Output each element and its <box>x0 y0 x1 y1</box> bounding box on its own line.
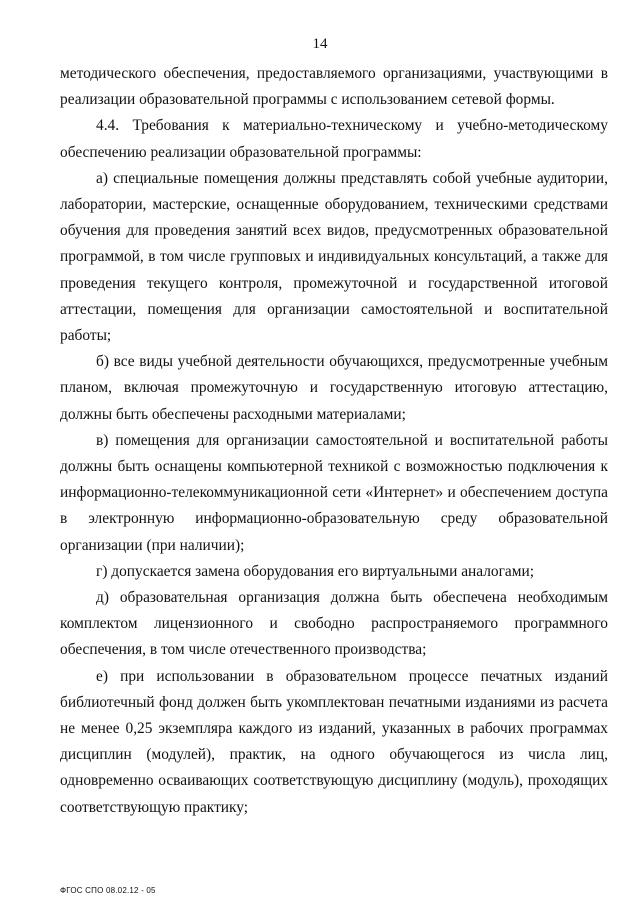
paragraph-item-g: г) допускается замена оборудования его виртуальными аналогами; <box>96 562 534 580</box>
paragraph-item-a: а) специальные помещения должны представлять собой учебные аудитории, лаборатории, мастерские, оснащенные оборудованием, техническими средствами обучения для проведения занятий всех видов, предусмотренных образовательной программой, в том числе групповых и индивидуальных консультаций, а также для проведения текущего контроля, промежуточной и государственной итоговой аттестации, помещения для организации самостоятельной и воспитательной работы; <box>60 169 608 345</box>
paragraph-item-e: е) при использовании в образовательном процессе печатных изданий библиотечный фонд должен быть укомплектован печатными изданиями из расчета не менее 0,25 экземпляра каждого из изданий, указанных в рабочих программах дисциплин (модулей), практик, на одного обучающегося из числа лиц, одновременно осваивающих соответствующую дисциплину (модуль), проходящих соответствующую практику; <box>60 667 608 816</box>
paragraph-continuation: методического обеспечения, предоставляемого организациями, участвующими в реализации образовательной программы с использованием сетевой формы. <box>60 65 608 109</box>
footer-document-code: ФГОС СПО 08.02.12 - 05 <box>60 886 156 895</box>
page-number: 14 <box>312 36 328 52</box>
paragraph-section-4-4: 4.4. Требования к материально-техническому и учебно-методическому обеспечению реализации образовательной программы: <box>60 117 608 161</box>
document-body <box>60 61 608 821</box>
paragraph-item-b: б) все виды учебной деятельности обучающихся, предусмотренные учебным планом, включая промежуточную и государственную итоговую аттестацию, должны быть обеспечены расходными материалами; <box>60 353 608 423</box>
paragraph-item-v: в) помещения для организации самостоятельной и воспитательной работы должны быть оснащены компьютерной техникой с возможностью подключения к информационно-телекоммуникационной сети «Интернет» и обеспечением доступа в электронную информационно-образовательную среду образовательной организации (при наличии); <box>60 431 608 554</box>
paragraph-item-d: д) образовательная организация должна быть обеспечена необходимым комплектом лицензионного и свободно распространяемого программного обеспечения, в том числе отечественного производства; <box>60 589 608 659</box>
